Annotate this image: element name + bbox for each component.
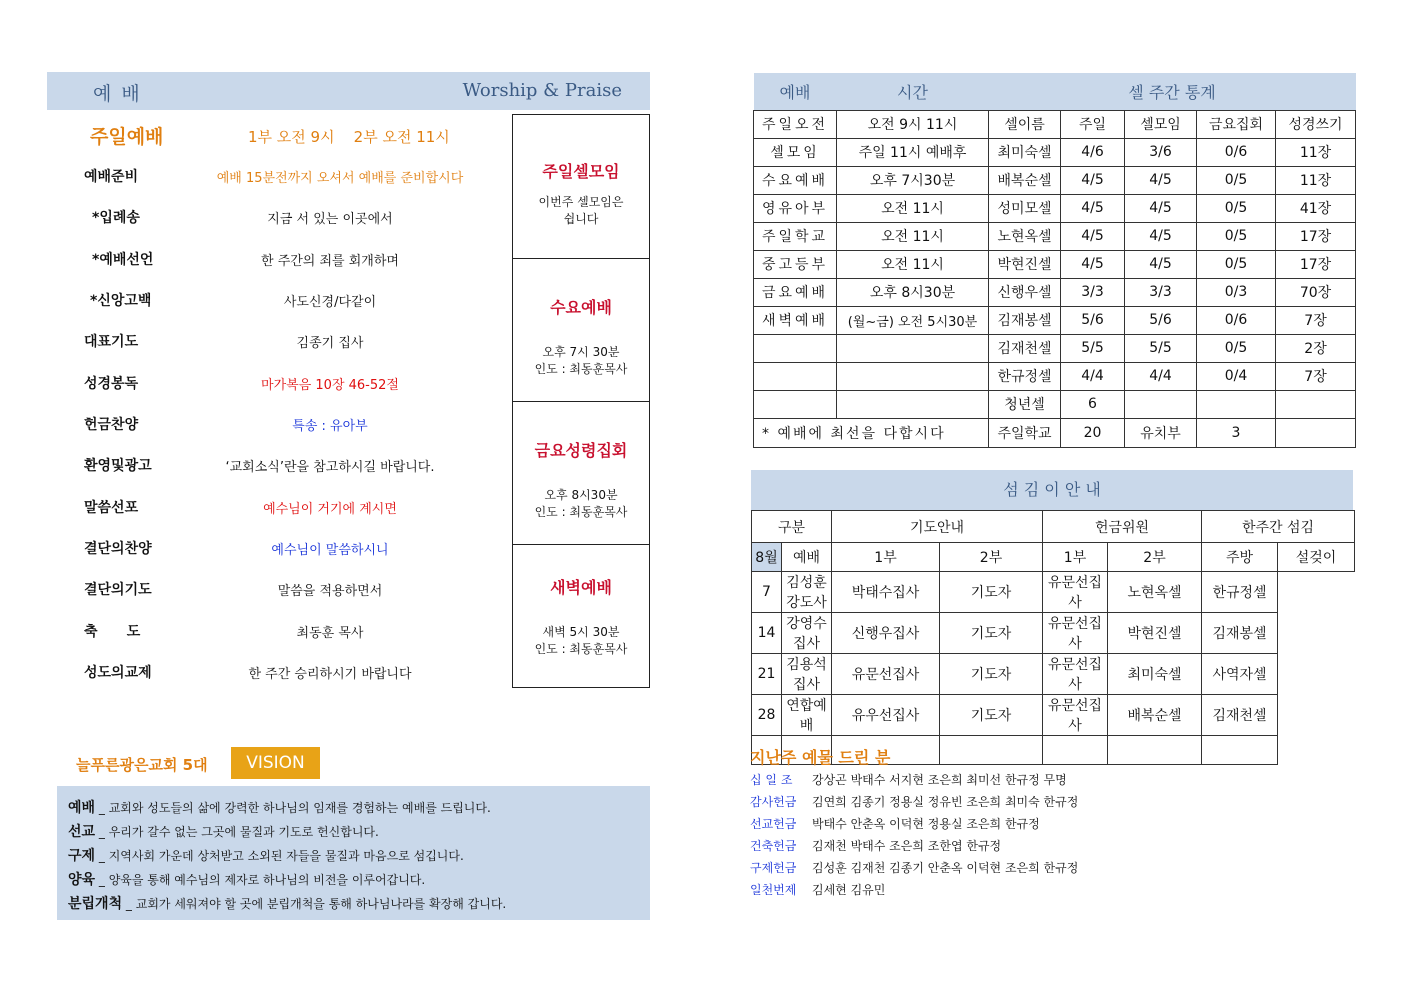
stats-cell-name: 한규정셀 bbox=[989, 362, 1061, 390]
stats-cell-value: 0/6 bbox=[1197, 138, 1276, 166]
stats-worship-time: 오전 11시 bbox=[837, 250, 989, 278]
stats-worship-name bbox=[754, 334, 837, 362]
vision-item bbox=[68, 821, 379, 841]
stats-row bbox=[754, 222, 1356, 250]
stats-cell-value: 17장 bbox=[1276, 222, 1356, 250]
stats-cell-name: 노현옥셀 bbox=[989, 222, 1061, 250]
serve-cell: 유문선집사 bbox=[1043, 572, 1108, 613]
stats-worship-name: 주일오전 bbox=[754, 110, 837, 138]
service-info: 오후 8시30분 bbox=[544, 488, 618, 502]
stats-worship-name: 금요예배 bbox=[754, 278, 837, 306]
serve-cell: 21 bbox=[752, 654, 782, 695]
serve-h2: 예배 bbox=[782, 543, 832, 572]
vision-item bbox=[68, 845, 464, 865]
serve-row bbox=[752, 654, 1355, 695]
offering-category: 감사헌금 bbox=[750, 795, 797, 809]
serve-cell bbox=[940, 736, 1043, 765]
serve-cell bbox=[1202, 736, 1278, 765]
serve-cell: 신행우집사 bbox=[832, 613, 940, 654]
stats-cell-value: 3/3 bbox=[1125, 278, 1197, 306]
stats-cell-value: 0/5 bbox=[1197, 334, 1276, 362]
offering-row bbox=[750, 881, 885, 898]
order-value: ‘교회소식’란을 참고하시길 바랍니다. bbox=[225, 460, 435, 475]
order-label: 축 도 bbox=[84, 624, 141, 640]
stats-cell-value: 0/5 bbox=[1197, 222, 1276, 250]
service-friday bbox=[513, 402, 649, 545]
stats-worship-name: 영유아부 bbox=[754, 194, 837, 222]
serve-cell: 김재천셀 bbox=[1202, 695, 1278, 736]
stats-worship-time bbox=[837, 334, 989, 362]
offering-category: 십 일 조 bbox=[750, 773, 793, 787]
stats-worship-time: 오후 7시30분 bbox=[837, 166, 989, 194]
stats-cell-value: 셀모임 bbox=[1125, 110, 1197, 138]
stats-cell-value: 3/6 bbox=[1125, 138, 1197, 166]
stats-header-cell: 셀 주간 통계 bbox=[989, 73, 1356, 110]
serve-row bbox=[752, 695, 1355, 736]
serve-cell: 박태수집사 bbox=[832, 572, 940, 613]
stats-cell-value bbox=[1125, 390, 1197, 418]
serve-h1-prayer: 기도안내 bbox=[832, 511, 1043, 543]
serve-cell: 최미숙셀 bbox=[1108, 654, 1202, 695]
stats-worship-time bbox=[837, 390, 989, 418]
stats-cell-value: 4/5 bbox=[1125, 194, 1197, 222]
stats-cell-value: 성경쓰기 bbox=[1276, 110, 1356, 138]
stats-footer-note: * 예배에 최선을 다합시다 bbox=[754, 418, 989, 447]
order-value: 예수님이 거기에 계시면 bbox=[263, 502, 397, 517]
serve-row bbox=[752, 613, 1355, 654]
vision-text: _ 교회와 성도들의 삶에 강력한 하나님의 임재를 경험하는 예배를 드립니다. bbox=[95, 801, 491, 815]
order-value: 한 주간의 죄를 회개하며 bbox=[261, 254, 399, 269]
stats-worship-time: 오전 11시 bbox=[837, 194, 989, 222]
stats-row bbox=[754, 138, 1356, 166]
stats-worship-time: 오후 8시30분 bbox=[837, 278, 989, 306]
service-info: 새벽 5시 30분 bbox=[542, 625, 620, 639]
worship-header-title: 예 배 bbox=[93, 83, 142, 105]
serve-cell: 유문선집사 bbox=[832, 654, 940, 695]
stats-row bbox=[754, 362, 1356, 390]
stats-row bbox=[754, 194, 1356, 222]
stats-cell-value: 5/5 bbox=[1061, 334, 1125, 362]
serve-cell: 김재봉셀 bbox=[1202, 613, 1278, 654]
order-label: 결단의기도 bbox=[84, 582, 152, 598]
serve-cell: 기도자 bbox=[940, 613, 1043, 654]
stats-cell-value: 0/6 bbox=[1197, 306, 1276, 334]
stats-cell-value: 11장 bbox=[1276, 166, 1356, 194]
stats-cell-value: 4/5 bbox=[1125, 166, 1197, 194]
order-value: 마가복음 10장 46-52절 bbox=[261, 378, 399, 393]
order-label: 대표기도 bbox=[84, 334, 139, 350]
order-label: *예배선언 bbox=[92, 252, 154, 268]
stats-worship-name bbox=[754, 390, 837, 418]
stats-row bbox=[754, 110, 1356, 138]
stats-cell-name: 최미숙셀 bbox=[989, 138, 1061, 166]
service-info: 이번주 셀모임은 bbox=[538, 195, 624, 209]
stats-worship-time: 오전 11시 bbox=[837, 222, 989, 250]
serve-cell: 김용석집사 bbox=[782, 654, 832, 695]
serve-h2: 주방 bbox=[1202, 543, 1278, 572]
order-label: *입례송 bbox=[92, 210, 140, 226]
stats-cell-value: 4/5 bbox=[1125, 250, 1197, 278]
serve-cell: 한규정셀 bbox=[1202, 572, 1278, 613]
stats-cell-name: 셀이름 bbox=[989, 110, 1061, 138]
stats-cell-value: 주일 bbox=[1061, 110, 1125, 138]
offering-row bbox=[750, 793, 1078, 810]
vision-text: _ 양육을 통해 예수님의 제자로 하나님의 비전을 이루어갑니다. bbox=[95, 873, 426, 887]
serve-h1-weekly: 한주간 섬김 bbox=[1202, 511, 1355, 543]
stats-worship-time: 주일 11시 예배후 bbox=[837, 138, 989, 166]
serve-cell bbox=[1043, 736, 1108, 765]
stats-worship-name: 셀모임 bbox=[754, 138, 837, 166]
stats-cell-value: 금요집회 bbox=[1197, 110, 1276, 138]
stats-cell-value: 5/6 bbox=[1125, 306, 1197, 334]
stats-row bbox=[754, 250, 1356, 278]
vision-item bbox=[68, 893, 506, 913]
serve-table bbox=[751, 510, 1355, 765]
serve-cell: 강영수집사 bbox=[782, 613, 832, 654]
stats-cell-value: 0/5 bbox=[1197, 250, 1276, 278]
order-value: 지금 서 있는 이곳에서 bbox=[267, 212, 393, 227]
stats-cell-value: 4/4 bbox=[1061, 362, 1125, 390]
offering-names: 김성훈 김재천 김종기 안춘옥 이덕현 조은희 한규정 bbox=[812, 861, 1079, 875]
stats-cell-value: 41장 bbox=[1276, 194, 1356, 222]
offering-names: 김세현 김유민 bbox=[812, 883, 886, 897]
stats-row bbox=[754, 390, 1356, 418]
stats-header-worship: 예배 bbox=[754, 73, 837, 110]
stats-cell-value: 2장 bbox=[1276, 334, 1356, 362]
order-label: 성도의교제 bbox=[84, 665, 152, 681]
stats-worship-time: 오전 9시 11시 bbox=[837, 110, 989, 138]
serve-cell: 사역자셀 bbox=[1202, 654, 1278, 695]
order-label: 헌금찬양 bbox=[84, 417, 139, 433]
stats-cell-value: 0/3 bbox=[1197, 278, 1276, 306]
serve-cell: 유문선집사 bbox=[1043, 695, 1108, 736]
serve-cell: 배복순셀 bbox=[1108, 695, 1202, 736]
order-value: 특송 : 유아부 bbox=[292, 419, 368, 434]
stats-table bbox=[753, 73, 1356, 448]
serve-h2: 2부 bbox=[1108, 543, 1202, 572]
vision-badge: VISION bbox=[231, 747, 320, 779]
stats-row bbox=[754, 278, 1356, 306]
service-name: 주일셀모임 bbox=[542, 162, 620, 181]
offering-row bbox=[750, 859, 1078, 876]
order-value: 사도신경/다같이 bbox=[283, 295, 377, 310]
order-value: 최동훈 목사 bbox=[296, 626, 364, 641]
offering-row bbox=[750, 837, 1001, 854]
vision-text: _ 교회가 세워져야 할 곳에 분립개척을 통해 하나님나라를 확장해 갑니다. bbox=[122, 897, 507, 911]
offering-row bbox=[750, 771, 1067, 788]
serve-h1-offering: 헌금위원 bbox=[1043, 511, 1202, 543]
serve-month: 8월 bbox=[752, 543, 782, 572]
stats-cell-value: 4/5 bbox=[1061, 194, 1125, 222]
order-label: 예배준비 bbox=[84, 169, 139, 185]
service-name: 금요성령집회 bbox=[534, 441, 628, 460]
stats-header-time: 시간 bbox=[837, 73, 989, 110]
serve-h1-category: 구분 bbox=[752, 511, 832, 543]
order-value: 예수님이 말씀하시니 bbox=[271, 543, 389, 558]
stats-worship-name: 수요예배 bbox=[754, 166, 837, 194]
stats-cell-value: 4/6 bbox=[1061, 138, 1125, 166]
offering-names: 김연희 김종기 정용실 정유빈 조은희 최미숙 한규정 bbox=[812, 795, 1079, 809]
order-value: 예배 15분전까지 오셔서 예배를 준비합시다 bbox=[216, 171, 464, 186]
stats-cell-name: 박현진셀 bbox=[989, 250, 1061, 278]
stats-cell-value: 4/5 bbox=[1061, 166, 1125, 194]
worship-header-subtitle: Worship & Praise bbox=[462, 80, 622, 101]
stats-footer-b: 20 bbox=[1061, 418, 1125, 447]
services-box bbox=[512, 114, 650, 688]
stats-footer-d: 3 bbox=[1197, 418, 1276, 447]
stats-worship-name bbox=[754, 362, 837, 390]
offering-category: 구제헌금 bbox=[750, 861, 797, 875]
order-label: *신앙고백 bbox=[90, 293, 152, 309]
vision-key: 예배 bbox=[68, 800, 96, 816]
service-info: 인도 : 최동훈목사 bbox=[534, 505, 628, 519]
stats-row bbox=[754, 166, 1356, 194]
vision-box bbox=[57, 786, 650, 920]
order-label: 결단의찬양 bbox=[84, 541, 152, 557]
serve-cell bbox=[1108, 736, 1202, 765]
offering-title: 지난주 예물 드린 분 bbox=[750, 748, 891, 767]
offering-category: 건축헌금 bbox=[750, 839, 797, 853]
stats-cell-value: 3/3 bbox=[1061, 278, 1125, 306]
stats-cell-value: 0/4 bbox=[1197, 362, 1276, 390]
stats-cell-value: 70장 bbox=[1276, 278, 1356, 306]
vision-key: 구제 bbox=[68, 848, 96, 864]
serve-cell: 기도자 bbox=[940, 695, 1043, 736]
sunday-worship-times: 1부 오전 9시 2부 오전 11시 bbox=[248, 128, 450, 146]
order-label: 말씀선포 bbox=[84, 500, 139, 516]
offering-category: 선교헌금 bbox=[750, 817, 797, 831]
offering-category: 일천번제 bbox=[750, 883, 797, 897]
stats-cell-name: 성미모셀 bbox=[989, 194, 1061, 222]
stats-cell-value: 4/4 bbox=[1125, 362, 1197, 390]
vision-key: 선교 bbox=[68, 824, 96, 840]
stats-cell-value: 7장 bbox=[1276, 362, 1356, 390]
serve-cell: 기도자 bbox=[940, 572, 1043, 613]
vision-key: 양육 bbox=[68, 872, 96, 888]
service-name: 수요예배 bbox=[550, 298, 612, 317]
stats-cell-name: 김재봉셀 bbox=[989, 306, 1061, 334]
service-wednesday bbox=[513, 259, 649, 402]
serve-h2: 설겆이 bbox=[1278, 543, 1355, 572]
service-sunday-cell bbox=[513, 115, 649, 259]
stats-cell-value: 17장 bbox=[1276, 250, 1356, 278]
stats-cell-name: 신행우셀 bbox=[989, 278, 1061, 306]
stats-worship-name: 주일학교 bbox=[754, 222, 837, 250]
stats-footer-a: 주일학교 bbox=[989, 418, 1061, 447]
serve-cell: 노현옥셀 bbox=[1108, 572, 1202, 613]
service-name: 새벽예배 bbox=[550, 578, 612, 597]
stats-worship-name: 중고등부 bbox=[754, 250, 837, 278]
serve-h2: 2부 bbox=[940, 543, 1043, 572]
order-value: 말씀을 적용하면서 bbox=[277, 584, 383, 599]
serve-cell: 14 bbox=[752, 613, 782, 654]
offering-names: 강상곤 박태수 서지현 조은희 최미선 한규정 무명 bbox=[812, 773, 1067, 787]
serve-cell: 기도자 bbox=[940, 654, 1043, 695]
offering-names: 김재천 박태수 조은희 조한엽 한규정 bbox=[812, 839, 1002, 853]
stats-cell-value: 7장 bbox=[1276, 306, 1356, 334]
vision-item bbox=[68, 869, 425, 889]
order-value: 김종기 집사 bbox=[296, 336, 364, 351]
stats-cell-value bbox=[1197, 390, 1276, 418]
vision-item bbox=[68, 797, 491, 817]
stats-cell-name: 배복순셀 bbox=[989, 166, 1061, 194]
stats-cell-value: 0/5 bbox=[1197, 194, 1276, 222]
offering-row bbox=[750, 815, 1040, 832]
stats-worship-time bbox=[837, 362, 989, 390]
stats-cell-value: 6 bbox=[1061, 390, 1125, 418]
stats-cell-value bbox=[1276, 390, 1356, 418]
stats-row bbox=[754, 306, 1356, 334]
stats-cell-value: 4/5 bbox=[1061, 222, 1125, 250]
service-info: 인도 : 최동훈목사 bbox=[534, 362, 628, 376]
stats-cell-name: 청년셀 bbox=[989, 390, 1061, 418]
serve-cell: 유우선집사 bbox=[832, 695, 940, 736]
serve-cell: 연합예배 bbox=[782, 695, 832, 736]
stats-footer-c: 유치부 bbox=[1125, 418, 1197, 447]
serve-row bbox=[752, 572, 1355, 613]
stats-cell-value: 4/5 bbox=[1125, 222, 1197, 250]
vision-text: _ 지역사회 가운데 상처받고 소외된 자들을 물질과 마음으로 섬깁니다. bbox=[95, 849, 464, 863]
stats-cell-value: 5/5 bbox=[1125, 334, 1197, 362]
stats-row bbox=[754, 334, 1356, 362]
serve-h2: 1부 bbox=[1043, 543, 1108, 572]
vision-title: 늘푸른광은교회 5대 bbox=[76, 756, 208, 774]
stats-cell-value: 4/5 bbox=[1061, 250, 1125, 278]
serve-cell: 7 bbox=[752, 572, 782, 613]
order-label: 환영및광고 bbox=[84, 458, 152, 474]
service-dawn bbox=[513, 545, 649, 687]
stats-footer-e bbox=[1276, 418, 1356, 447]
service-info: 오후 7시 30분 bbox=[542, 345, 620, 359]
offering-names: 박태수 안춘옥 이덕현 정용실 조은희 한규정 bbox=[812, 817, 1040, 831]
service-info: 쉽니다 bbox=[563, 212, 599, 226]
serve-cell: 박현진셀 bbox=[1108, 613, 1202, 654]
stats-cell-value: 11장 bbox=[1276, 138, 1356, 166]
vision-key: 분립개척 bbox=[68, 896, 123, 912]
stats-cell-value: 5/6 bbox=[1061, 306, 1125, 334]
sunday-worship-title: 주일예배 bbox=[90, 126, 164, 148]
serve-cell: 유문선집사 bbox=[1043, 654, 1108, 695]
order-label: 성경봉독 bbox=[84, 376, 139, 392]
serve-h2: 1부 bbox=[832, 543, 940, 572]
stats-cell-name: 김재천셀 bbox=[989, 334, 1061, 362]
serve-cell: 28 bbox=[752, 695, 782, 736]
vision-text: _ 우리가 갈수 없는 그곳에 물질과 기도로 헌신합니다. bbox=[95, 825, 379, 839]
stats-cell-value: 0/5 bbox=[1197, 166, 1276, 194]
serve-title: 섬 김 이 안 내 bbox=[1003, 480, 1101, 499]
serve-cell: 김성훈강도사 bbox=[782, 572, 832, 613]
worship-header-bar bbox=[47, 72, 650, 110]
stats-worship-time: (월~금) 오전 5시30분 bbox=[837, 306, 989, 334]
order-value: 한 주간 승리하시기 바랍니다 bbox=[248, 667, 412, 682]
stats-worship-name: 새벽예배 bbox=[754, 306, 837, 334]
service-info: 인도 : 최동훈목사 bbox=[534, 642, 628, 656]
serve-header-bar bbox=[751, 470, 1353, 510]
serve-cell: 유문선집사 bbox=[1043, 613, 1108, 654]
